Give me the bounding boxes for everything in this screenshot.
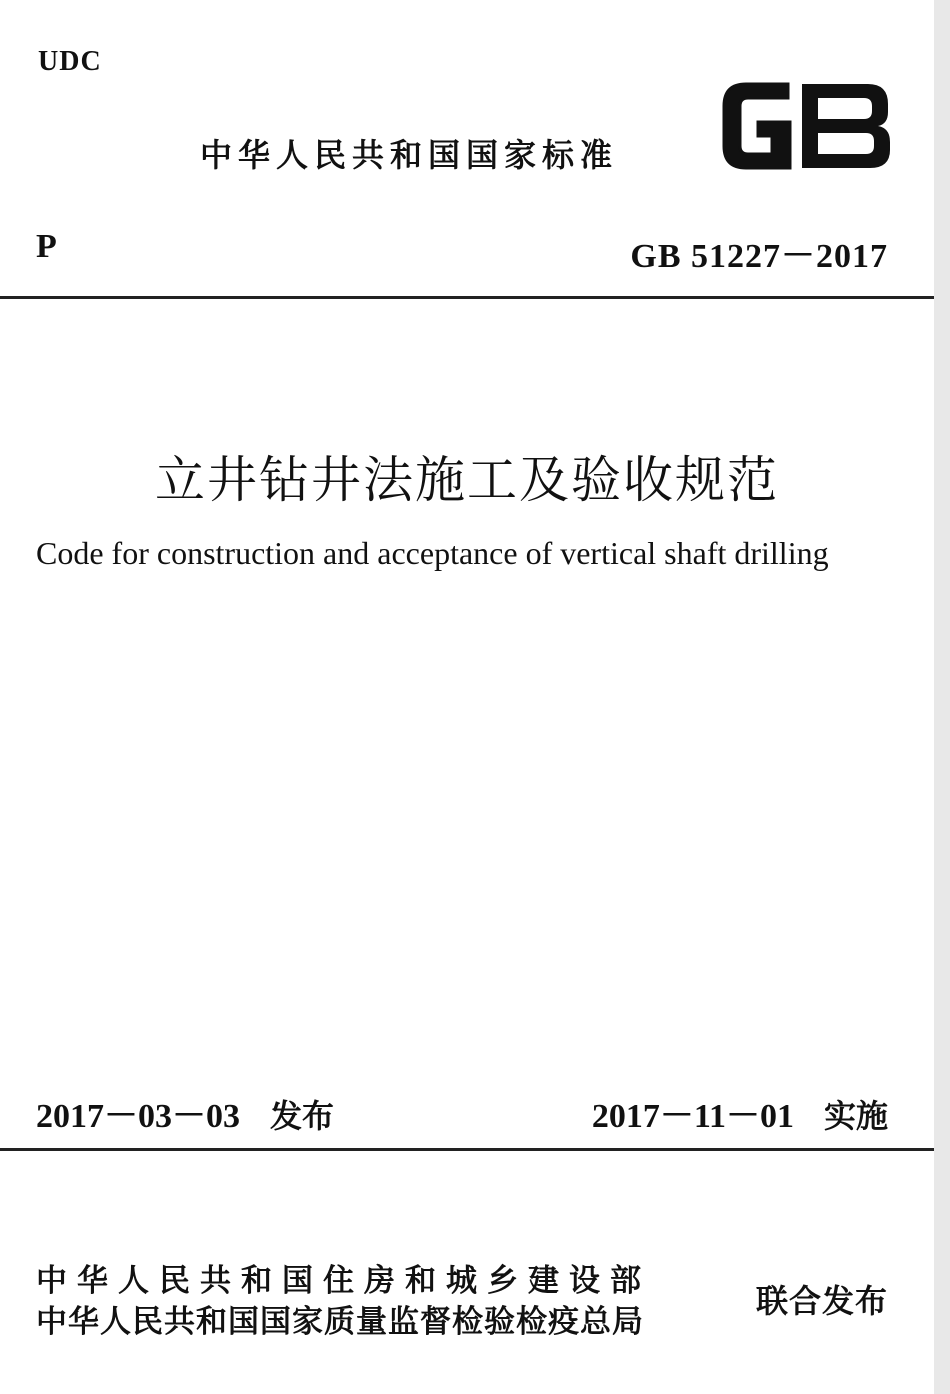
issue-date: 2017－03－03 <box>36 1098 240 1135</box>
classification-code: P <box>36 228 57 265</box>
gb-logo <box>718 78 894 174</box>
standard-type-heading: 中华人民共和国国家标准 <box>200 136 619 174</box>
issuer-ministry: 中华人民共和国住房和城乡建设部 <box>36 1263 651 1299</box>
joint-issue-label: 联合发布 <box>755 1282 888 1320</box>
issuer-aqsiq: 中华人民共和国国家质量监督检验检疫总局 <box>36 1304 644 1340</box>
issue-label: 发布 <box>270 1097 335 1135</box>
issue-date-line <box>36 1088 334 1137</box>
top-divider <box>0 296 934 299</box>
implementation-date: 2017－11－01 <box>591 1098 794 1135</box>
implementation-date-line <box>592 1088 888 1137</box>
udc-label: UDC <box>38 46 102 77</box>
standard-number: GB 51227－2017 <box>630 238 888 275</box>
title-chinese: 立井钻井法施工及验收规范 <box>155 451 779 509</box>
page-edge-margin <box>934 0 950 1394</box>
implementation-label: 实施 <box>823 1097 888 1135</box>
title-english: Code for construction and acceptance of vertical shaft drilling <box>36 535 829 571</box>
bottom-divider <box>0 1148 934 1151</box>
